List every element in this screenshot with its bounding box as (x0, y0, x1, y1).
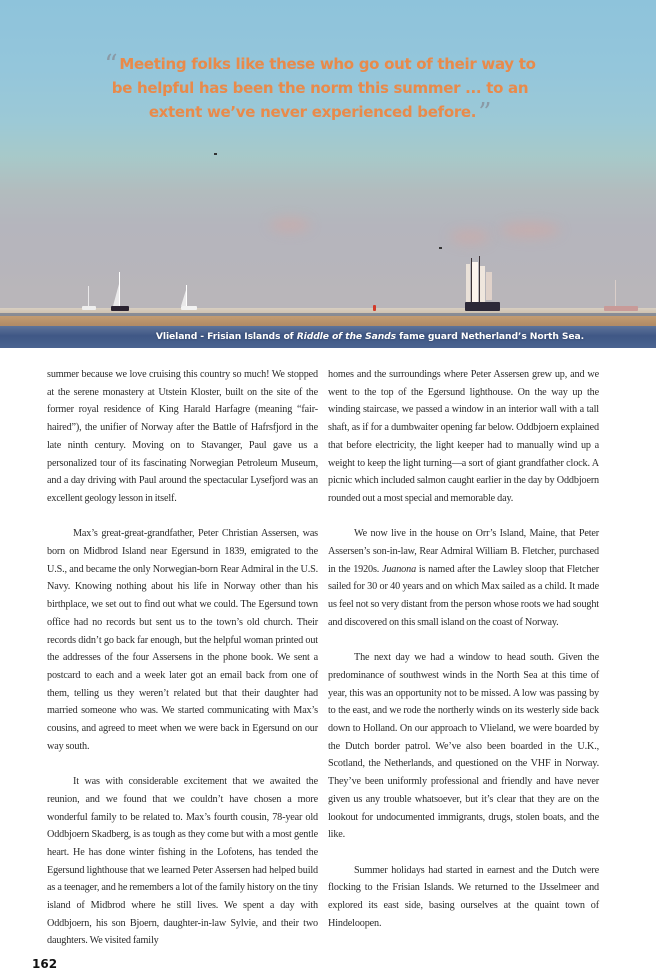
paragraph (328, 525, 599, 631)
paragraph: Summer holidays had started in earnest and the Dutch were flocking to the Frisian Islands. We returned to the IJsselmeer and explored its east side, basing ourselves at the quaint town of Hindeloopen. (328, 864, 599, 929)
haze-glow (450, 230, 490, 244)
paragraph: It was with considerable excitement that we awaited the reunion, and we found that we couldn’t have chosen a more wonderful family to be related to. Max’s fourth cousin, 78-year old Oddbjoern Skadberg, is as tough as they come but with a most gentle heart. He has done winter fishing in the Lofotens, has tended the Egersund lighthouse that we learned Peter Assersen had helped build as a teenager, and he remembers a lot of the family history on the tiny island of Midbrod where he still lives. We spent a day with Oddbjoern, his son Bjoern, daughter-in-law Sylvie, and their two daughters. We visited family (47, 776, 318, 947)
haze-glow (500, 222, 560, 238)
page-number: 162 (32, 957, 58, 971)
article-column-right (328, 366, 599, 932)
photo-caption (156, 331, 584, 342)
article-column-left (47, 366, 318, 950)
caption-suffix: fame guard Netherland’s North Sea. (396, 331, 584, 342)
pull-quote-text: Meeting folks like these who go out of their way to be helpful has been the norm this summer ... to an extent we’ve never experienced before. (111, 55, 536, 121)
buoy-icon (373, 305, 376, 311)
pull-quote (96, 50, 544, 128)
paragraph: homes and the surroundings where Peter Assersen grew up, and we went to the top of the Egersund lighthouse. On the way up the winding staircase, we passed a window in an interior wall with a tall shaft, as if for a dumbwaiter opening far below. Oddbjoern explained that before electricity, the light keeper had to manually wind up a weight to keep the light turning—a sort of giant grandfather clock. A picnic which included salmon caught earlier in the day by Oddbjoern rounded out a most special and memorable day. (328, 369, 599, 504)
caption-prefix: Vlieland - Frisian Islands of (155, 331, 297, 342)
seagull-icon (214, 153, 217, 155)
open-quote-mark: “ (104, 50, 118, 80)
seagull-icon (439, 247, 442, 249)
sandbank (0, 316, 656, 326)
haze-glow (270, 218, 310, 232)
close-quote-mark: ” (478, 98, 492, 128)
paragraph-rest: is named after the Lawley sloop that Fletcher sailed for 30 or 40 years and on which Max sailed as a child. It made us feel not so very distant from the person whose roots we had sought and discovered on this small island on the coast of Norway. (328, 563, 599, 628)
caption-book-title: Riddle of the Sands (296, 331, 397, 342)
paragraph: Max’s great-great-grandfather, Peter Christian Assersen, was born on Midbrod Island near Egersund in 1839, emigrated to the U.S., and became the only Norwegian-born Rear Admiral in the U.S. Navy. Knowing nothing about his life in Norway other than his birthplace, we set out to find out what we could. The Egersund town office had no records but sent us to the town’s old church. Their records didn’t go back far enough, but the helpful woman printed out the addresses of the four Assersens in the phone book. We sent a postcard to each and a week later got an email back from one of them, telling us they weren’t related but that their daughter had married someone who was. We started communicating with Max’s cousins, and agreed to meet when we were back in Egersund on our way south. (47, 528, 318, 752)
boat-name: Juanona (381, 563, 417, 575)
paragraph-lead: We now live in the house on Orr’s Island, Maine, that Peter Assersen’s son-in-law, Rear Admiral William B. Fletcher, purchased in the 1920s. (328, 528, 599, 575)
hero-photo (0, 0, 656, 348)
paragraph: The next day we had a window to head south. Given the predominance of southwest winds in the North Sea at this time of year, this was an opportunity not to be missed. A low was passing by to the east, and we rode the northerly winds on its westerly side back down to Holland. On our approach to Vlieland, we were boarded by the Dutch border patrol. We’ve also been boarded in the U.K., Scotland, the Netherlands, and questioned on the VHF in Norway. They’ve been uniformly professional and friendly and have never given us any trouble whatsoever, but it’s clear that they are on the lookout for undocumented immigrants, drugs, stolen boats, and the like. (328, 652, 599, 841)
paragraph: summer because we love cruising this country so much! We stopped at the serene monastery at Utstein Kloster, built on the site of the former royal residence of King Harald Harfagre (meaning “fair-haired”), the unifier of Norway after the Battle of Hafrsfjord in the late ninth century. Moving on to Stavanger, Paul gave us a personalized tour of its fascinating Norwegian Petroleum Museum, and a day driving with Paul around the spectacular Lysefjord was an excellent geology lesson in itself. (47, 369, 318, 504)
